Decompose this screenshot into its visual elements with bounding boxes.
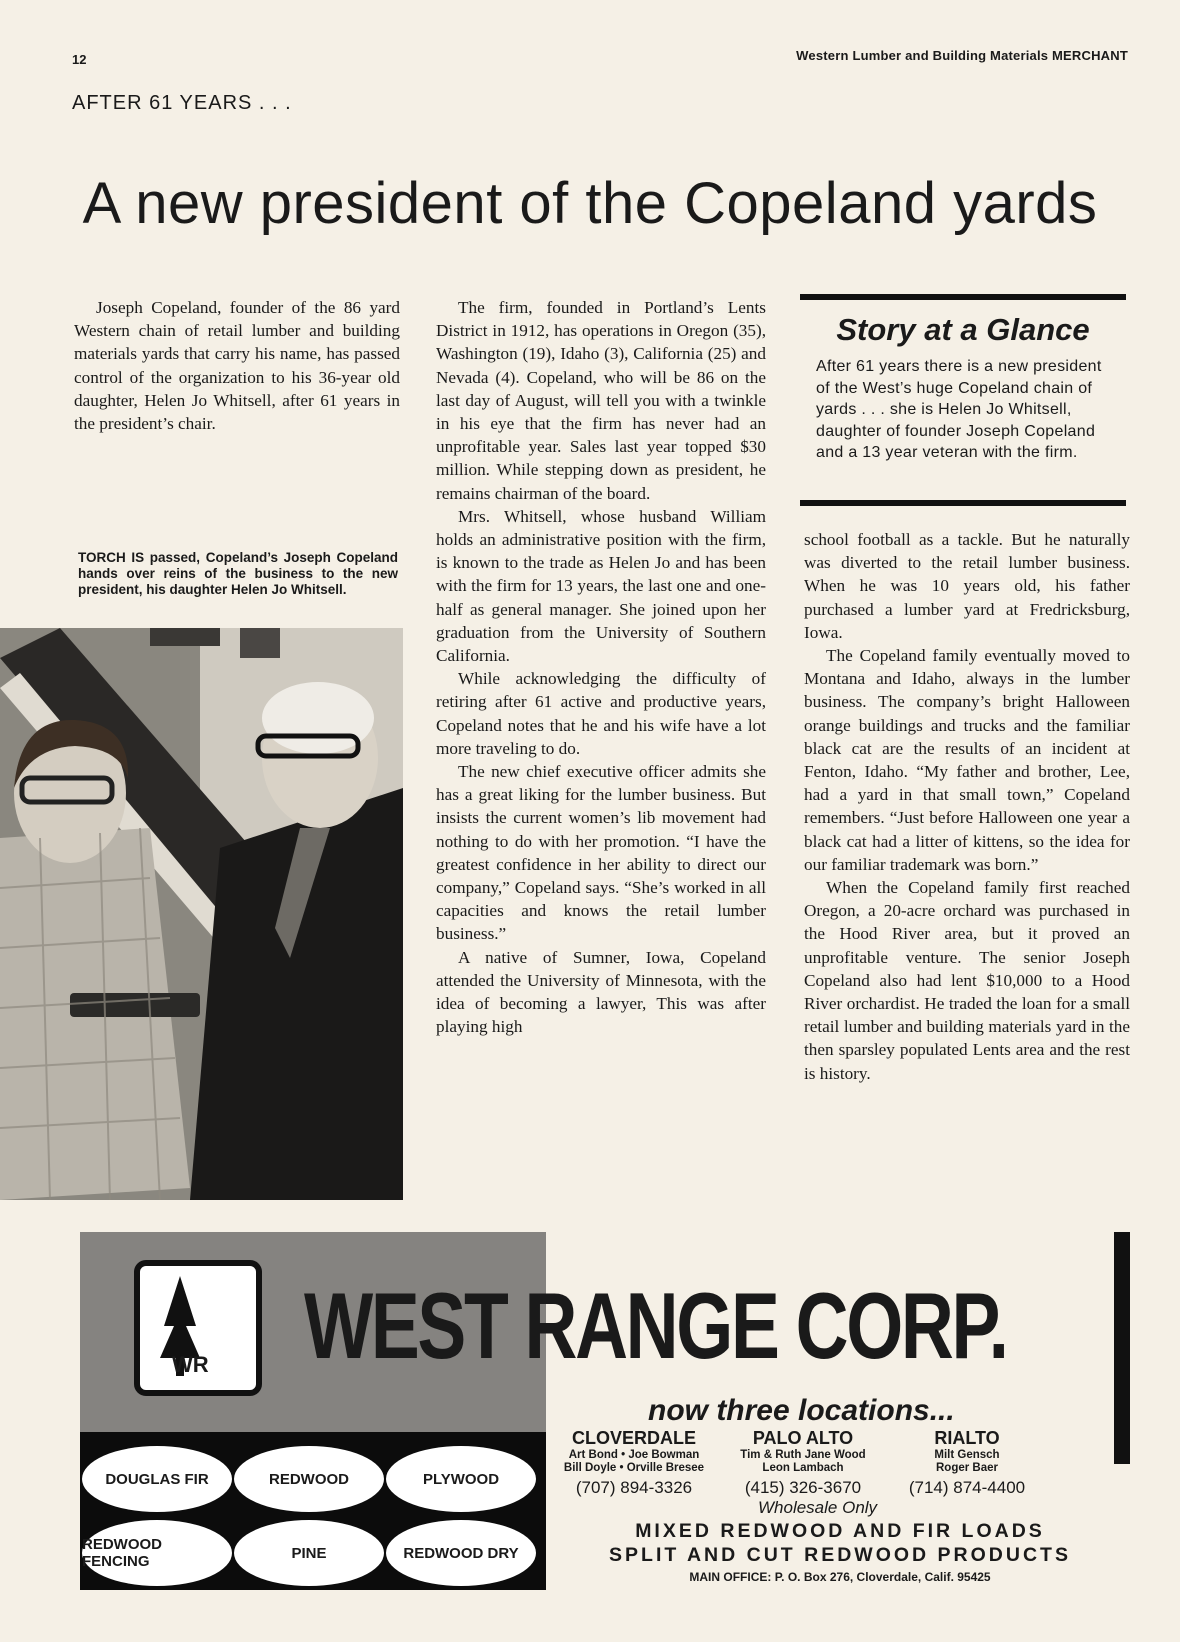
tagline: now three locations... (648, 1394, 955, 1427)
photo (0, 628, 403, 1200)
brand-name: WEST RANGE CORP. (304, 1273, 1007, 1378)
divider (800, 500, 1126, 506)
location-city: CLOVERDALE (571, 1428, 696, 1448)
photo-image (0, 628, 403, 1200)
paragraph: When the Copeland family first reached Oregon, a 20-acre orchard was purchased in the Hood River area, but it proved an unprofitable venture. The senior Joseph Copeland also had lent $10,000 to a Hood River orchardist. He traded the loan for a small retail lumber and building materials yard in the then sparsley populated Lents area and the rest is history. (804, 878, 1130, 1083)
product-oval: PINE (234, 1520, 384, 1586)
company-logo (134, 1260, 262, 1396)
article-column-1 (74, 296, 400, 435)
paragraph: Mrs. Whitsell, whose husband William holds an administrative position with the firm, is known to the trade as Helen Jo and has been with the firm for 13 years, the last one and one-half as general manager. She joined upon her graduation from the University of Southern California. (436, 506, 766, 666)
publication-name: Western Lumber and Building Materials MERCHANT (796, 48, 1128, 63)
paragraph: While acknowledging the difficulty of retiring after 61 active and productive years, Copeland notes that he and his wife have a lot more traveling to do. (436, 669, 766, 758)
location-palo-alto (722, 1428, 884, 1498)
main-office: MAIN OFFICE: P. O. Box 276, Cloverdale, Calif. 95425 (689, 1570, 991, 1584)
divider (800, 294, 1126, 300)
location-rialto (892, 1428, 1042, 1498)
paragraph: school football as a tackle. But he naturally was diverted to the retail lumber business. When he was 10 years old, his father purchased a lumber yard at Fredricksburg, Iowa. (804, 530, 1130, 642)
product-oval: REDWOOD (234, 1446, 384, 1512)
logo-text: WR (172, 1352, 209, 1377)
article-column-2 (436, 296, 766, 1039)
ad-line-2: SPLIT AND CUT REDWOOD PRODUCTS (609, 1544, 1071, 1566)
article-column-3 (804, 528, 1130, 1085)
location-names: Milt Gensch (934, 1449, 1000, 1461)
paragraph: The Copeland family eventually moved to Montana and Idaho, always in the lumber business. The company’s bright Halloween orange buildings and trucks and the familiar black cat are the results of an incident at Fenton, Idaho. “My father and brother, Lee, had a yard in that small town,” Copeland remembers. “Just before Halloween one year a black cat had a litter of kittens, so the idea for our familiar trademark was born.” (804, 646, 1130, 874)
glance-body: After 61 years there is a new president of the West’s huge Copeland chain of yards . . . she is Helen Jo Whitsell, daughter of founder Joseph Copeland and a 13 year veteran with the firm. (816, 358, 1102, 461)
advertisement (80, 1232, 1130, 1592)
location-phone: (707) 894-3326 (575, 1478, 693, 1497)
page-number: 12 (72, 52, 87, 67)
location-phone: (714) 874-4400 (908, 1478, 1026, 1497)
product-oval: DOUGLAS FIR (82, 1446, 232, 1512)
location-city: PALO ALTO (752, 1428, 854, 1448)
product-oval: REDWOOD FENCING (82, 1520, 232, 1586)
paragraph: Joseph Copeland, founder of the 86 yard Western chain of retail lumber and building materials yards that carry his name, has passed control of the organization to his 36-year old daughter, Helen Jo Whitsell, after 61 years in the president’s chair. (74, 298, 400, 434)
product-oval: PLYWOOD (386, 1446, 536, 1512)
product-oval: REDWOOD DRY (386, 1520, 536, 1586)
location-names: Roger Baer (936, 1462, 998, 1474)
location-names: Art Bond • Joe Bowman (568, 1449, 700, 1461)
location-names: Tim & Ruth Jane Wood (740, 1449, 866, 1461)
location-cloverdale (550, 1428, 718, 1498)
wholesale-note: Wholesale Only (758, 1498, 878, 1517)
story-at-a-glance-box (800, 294, 1126, 506)
paragraph: The new chief executive officer admits she has a great liking for the lumber business. But insists the current women’s lib movement had nothing to do with her promotion. “I have the greatest confidence in her ability to direct our company,” Copeland says. “She’s worked in all capacities and knows the retail lumber business.” (436, 762, 766, 944)
ad-side-bar (1114, 1232, 1130, 1464)
paragraph: A native of Sumner, Iowa, Copeland attended the University of Minnesota, with the idea of becoming a lawyer, This was after playing high (436, 947, 766, 1037)
glance-title: Story at a Glance (836, 312, 1090, 347)
location-city: RIALTO (934, 1428, 1000, 1448)
kicker: AFTER 61 YEARS . . . (72, 92, 292, 114)
photo-caption: TORCH IS passed, Copeland’s Joseph Copeland hands over reins of the business to the new president, his daughter Helen Jo Whitsell. (78, 550, 398, 597)
location-names: Bill Doyle • Orville Bresee (563, 1462, 705, 1474)
headline: A new president of the Copeland yards (82, 171, 1098, 236)
location-phone: (415) 326-3670 (744, 1478, 862, 1497)
ad-line-1: MIXED REDWOOD AND FIR LOADS (635, 1520, 1045, 1542)
location-names: Leon Lambach (762, 1462, 844, 1474)
paragraph: The firm, founded in Portland’s Lents District in 1912, has operations in Oregon (35), Washington (19), Idaho (3), California (25) and Nevada (4). Copeland, who will be 86 on the last day of August, will tell you with a twinkle in his eye that the firm has never had an unprofitable year. Sales last year topped $30 million. While stepping down as president, he remains chairman of the board. (436, 298, 766, 503)
